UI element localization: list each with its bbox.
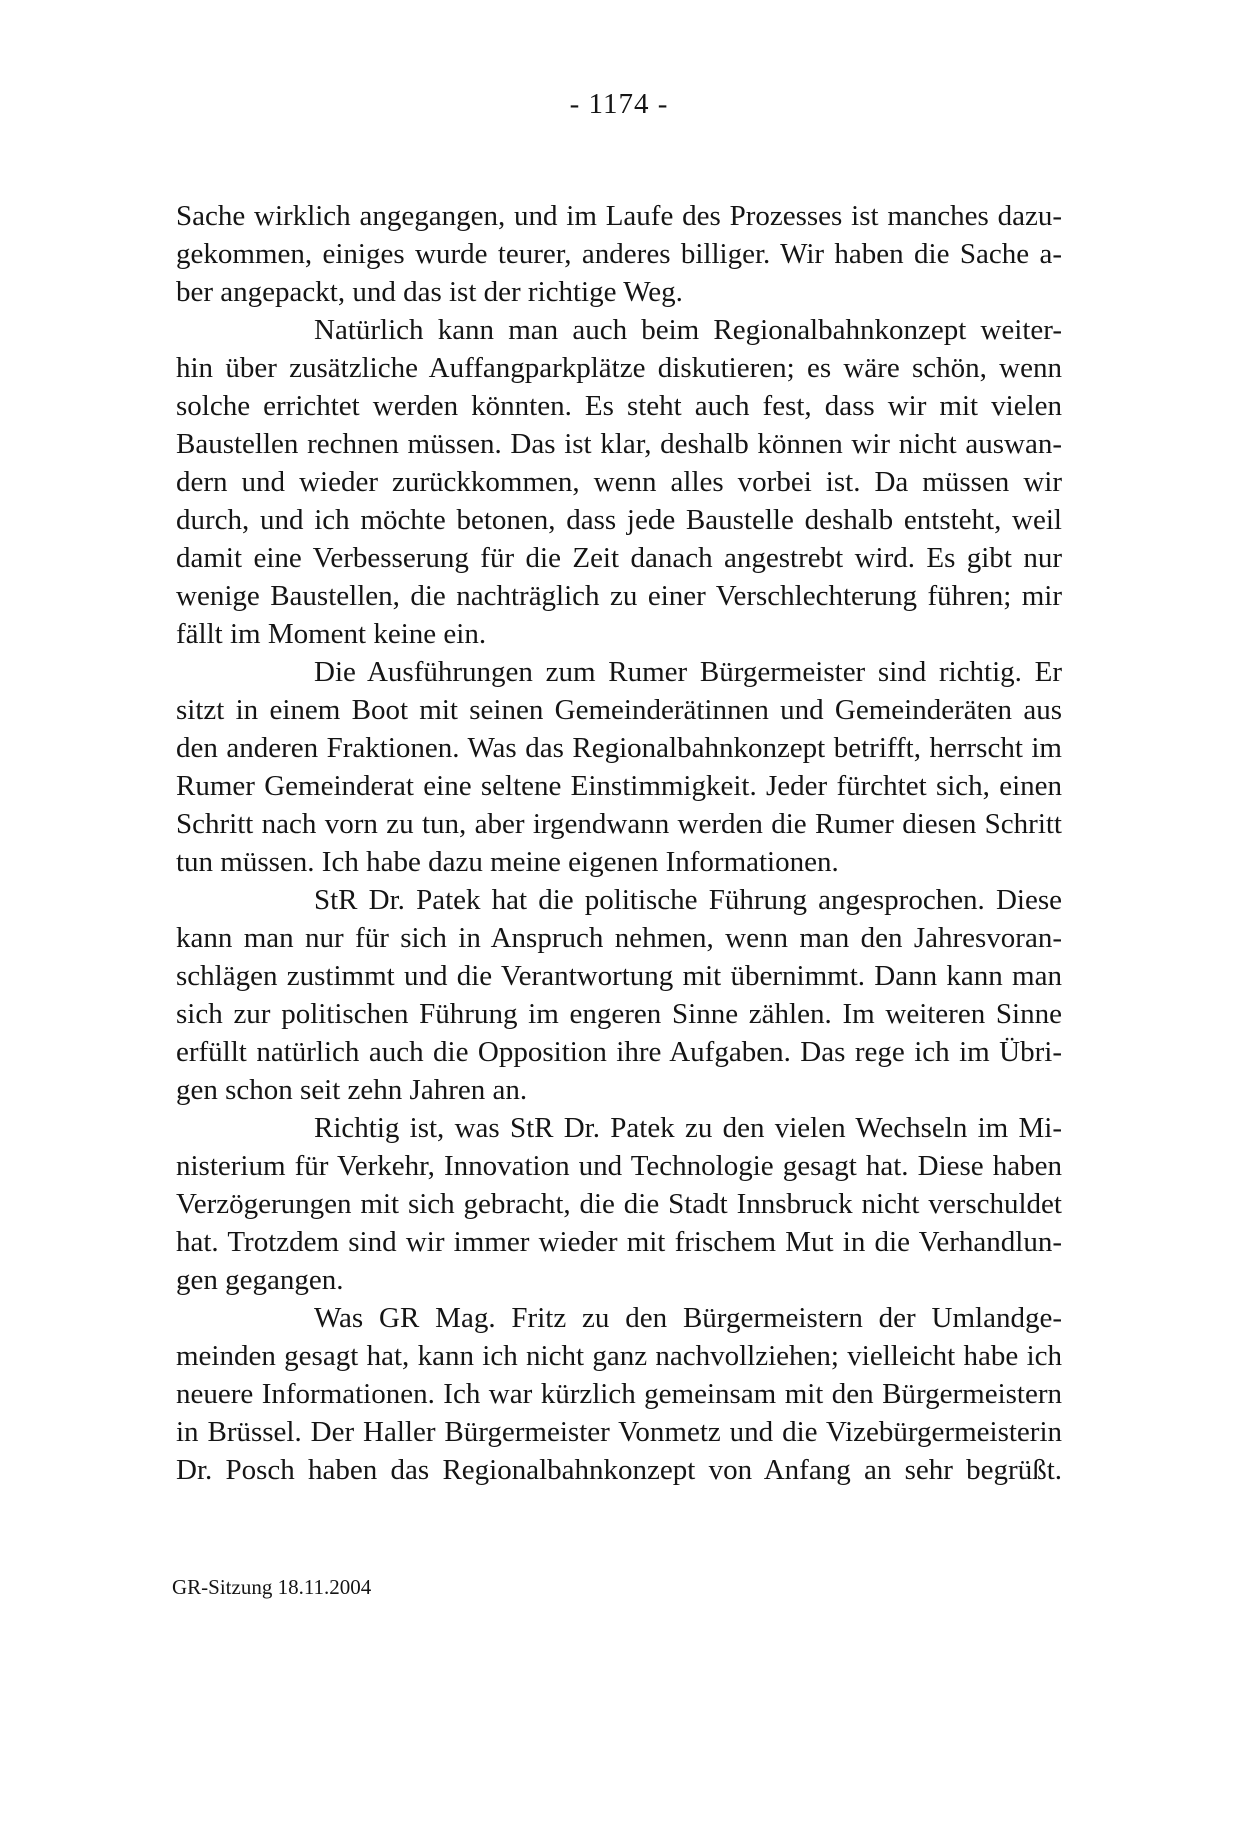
text-line: durch, und ich möchte betonen, dass jede Baustelle deshalb entsteht, weil bbox=[176, 504, 1062, 536]
text-line: damit eine Verbesserung für die Zeit danach angestrebt wird. Es gibt nur bbox=[176, 542, 1062, 574]
text-line: Was GR Mag. Fritz zu den Bürgermeistern der Umlandge- bbox=[314, 1302, 1062, 1334]
text-line: neuere Informationen. Ich war kürzlich gemeinsam mit den Bürgermeistern bbox=[176, 1378, 1062, 1410]
text-line: solche errichtet werden könnten. Es steht auch fest, dass wir mit vielen bbox=[176, 390, 1062, 422]
text-line: wenige Baustellen, die nachträglich zu einer Verschlechterung führen; mir bbox=[176, 580, 1062, 612]
text-line: erfüllt natürlich auch die Opposition ihre Aufgaben. Das rege ich im Übri- bbox=[176, 1036, 1062, 1068]
text-line: kann man nur für sich in Anspruch nehmen, wenn man den Jahresvoran- bbox=[176, 922, 1062, 954]
text-line: sitzt in einem Boot mit seinen Gemeinderätinnen und Gemeinderäten aus bbox=[176, 694, 1062, 726]
text-line: meinden gesagt hat, kann ich nicht ganz nachvollziehen; vielleicht habe ich bbox=[176, 1340, 1062, 1372]
text-line: gekommen, einiges wurde teurer, anderes billiger. Wir haben die Sache a- bbox=[176, 238, 1062, 270]
text-line: Baustellen rechnen müssen. Das ist klar, deshalb können wir nicht auswan- bbox=[176, 428, 1062, 460]
text-line: Sache wirklich angegangen, und im Laufe des Prozesses ist manches dazu- bbox=[176, 200, 1062, 232]
text-line: Richtig ist, was StR Dr. Patek zu den vielen Wechseln im Mi- bbox=[314, 1112, 1062, 1144]
text-line: dern und wieder zurückkommen, wenn alles vorbei ist. Da müssen wir bbox=[176, 466, 1062, 498]
text-line: hin über zusätzliche Auffangparkplätze diskutieren; es wäre schön, wenn bbox=[176, 352, 1062, 384]
text-line: Rumer Gemeinderat eine seltene Einstimmigkeit. Jeder fürchtet sich, einen bbox=[176, 770, 1062, 802]
text-line: Verzögerungen mit sich gebracht, die die Stadt Innsbruck nicht verschuldet bbox=[176, 1188, 1062, 1220]
text-line: gen schon seit zehn Jahren an. bbox=[176, 1074, 528, 1106]
text-line: tun müssen. Ich habe dazu meine eigenen Informationen. bbox=[176, 846, 839, 878]
text-line: fällt im Moment keine ein. bbox=[176, 618, 487, 650]
text-line: Schritt nach vorn zu tun, aber irgendwann werden die Rumer diesen Schritt bbox=[176, 808, 1062, 840]
text-line: nisterium für Verkehr, Innovation und Technologie gesagt hat. Diese haben bbox=[176, 1150, 1062, 1182]
text-line: den anderen Fraktionen. Was das Regionalbahnkonzept betrifft, herrscht im bbox=[176, 732, 1062, 764]
page-number: - 1174 - bbox=[569, 88, 669, 120]
text-line: gen gegangen. bbox=[176, 1264, 344, 1296]
text-line: Die Ausführungen zum Rumer Bürgermeister sind richtig. Er bbox=[314, 656, 1062, 688]
text-line: Dr. Posch haben das Regionalbahnkonzept von Anfang an sehr begrüßt. bbox=[176, 1454, 1062, 1486]
body-text bbox=[176, 197, 1062, 1489]
document-page bbox=[0, 85, 1240, 1840]
text-line: ber angepackt, und das ist der richtige Weg. bbox=[176, 276, 683, 308]
page-footer: GR-Sitzung 18.11.2004 bbox=[172, 1575, 372, 1599]
text-line: in Brüssel. Der Haller Bürgermeister Vonmetz und die Vizebürgermeisterin bbox=[176, 1416, 1062, 1448]
text-line: schlägen zustimmt und die Verantwortung mit übernimmt. Dann kann man bbox=[176, 960, 1062, 992]
text-line: Natürlich kann man auch beim Regionalbahnkonzept weiter- bbox=[314, 314, 1062, 346]
text-line: hat. Trotzdem sind wir immer wieder mit frischem Mut in die Verhandlun- bbox=[176, 1226, 1062, 1258]
text-line: sich zur politischen Führung im engeren Sinne zählen. Im weiteren Sinne bbox=[176, 998, 1062, 1030]
text-line: StR Dr. Patek hat die politische Führung angesprochen. Diese bbox=[314, 884, 1062, 916]
